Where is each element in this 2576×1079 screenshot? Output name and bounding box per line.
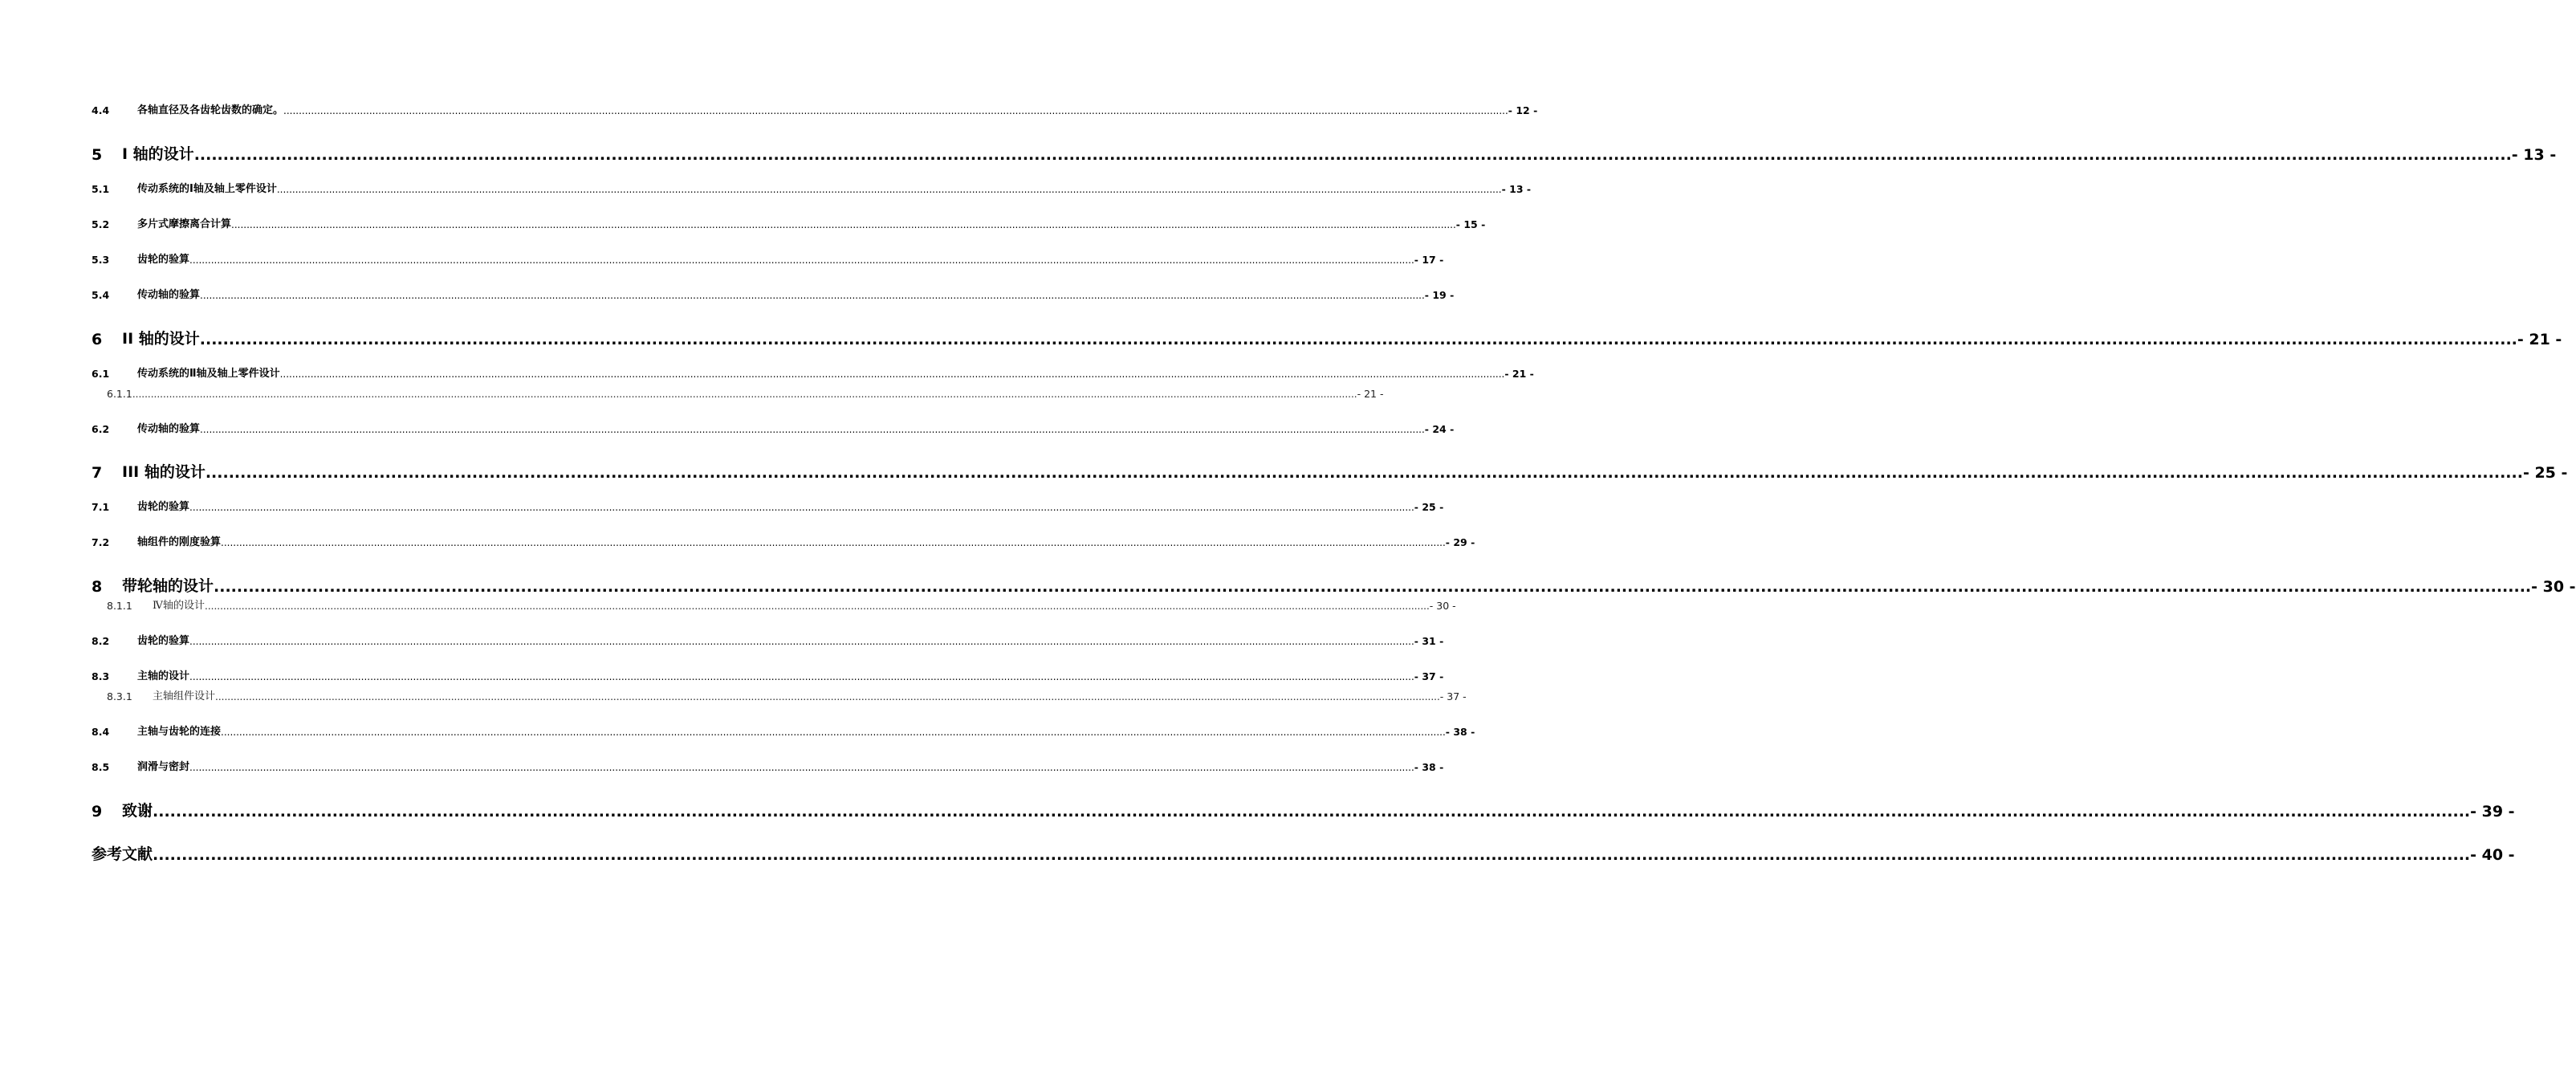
toc-page-number: - 30 - — [2531, 578, 2576, 596]
toc-page-number: - 21 - — [2517, 331, 2562, 348]
toc-page-number: - 39 - — [2470, 803, 2515, 820]
dot-leader: ................................................................................................................................................................................................................................................................................................................................................................................................................ — [132, 389, 1357, 400]
dot-leader: ................................................................................................................................................................................................................................................................................................................................................................................................................ — [199, 331, 2517, 348]
toc-title: 主轴组件设计 — [153, 690, 216, 702]
toc-number: 7 — [92, 464, 103, 482]
toc-title: II 轴的设计 — [122, 330, 200, 348]
toc-page-number: - 21 - — [1504, 368, 1534, 380]
toc-page-number: - 25 - — [2522, 464, 2568, 482]
toc-page-number: - 19 - — [1424, 289, 1455, 301]
toc-page-number: - 24 - — [1424, 423, 1455, 435]
toc-entry-8-3-1[interactable] — [107, 688, 1467, 702]
toc-entry-6[interactable] — [92, 328, 2562, 348]
toc-title: 主轴与齿轮的连接 — [137, 726, 222, 738]
toc-number: 5.4 — [92, 289, 110, 301]
toc-page-number: - 30 - — [1429, 600, 1456, 612]
toc-entry-8[interactable] — [92, 575, 2576, 596]
toc-page-number: - 37 - — [1414, 670, 1444, 682]
toc-entry-7-1[interactable] — [92, 499, 1444, 513]
toc-title: I 轴的设计 — [122, 145, 194, 163]
toc-title: 齿轮的验算 — [137, 635, 190, 647]
toc-title: 润滑与密封 — [137, 761, 190, 773]
toc-number: 6.1 — [92, 368, 110, 380]
dot-leader: ................................................................................................................................................................................................................................................................................................................................................................................................................ — [189, 502, 1414, 513]
dot-leader: ................................................................................................................................................................................................................................................................................................................................................................................................................ — [200, 290, 1425, 301]
toc-number: 6 — [92, 331, 103, 348]
toc-page-number: - 25 - — [1414, 501, 1444, 513]
toc-entry-7[interactable] — [92, 461, 2568, 482]
toc-entry-5[interactable] — [92, 143, 2557, 164]
toc-entry-5-4[interactable] — [92, 287, 1455, 301]
toc-page-number: - 12 - — [1508, 104, 1538, 116]
dot-leader: ................................................................................................................................................................................................................................................................................................................................................................................................................ — [221, 537, 1446, 548]
toc-page-number: - 15 - — [1455, 218, 1486, 230]
dot-leader: ................................................................................................................................................................................................................................................................................................................................................................................................................ — [189, 762, 1414, 773]
toc-entry-5-1[interactable] — [92, 181, 1532, 195]
toc-title: 传动轴的验算 — [137, 289, 201, 301]
dot-leader: ................................................................................................................................................................................................................................................................................................................................................................................................................ — [283, 105, 1508, 116]
toc-number: 7.1 — [92, 501, 110, 513]
toc-title: 各轴直径及各齿轮齿数的确定。 — [137, 104, 284, 116]
toc-number: 5.3 — [92, 254, 110, 266]
toc-title: 传动轴的验算 — [137, 423, 201, 435]
toc-page-number: - 37 - — [1439, 690, 1467, 702]
toc-entry-4-4[interactable] — [92, 102, 1538, 116]
toc-number: 6.1.1 — [107, 388, 132, 400]
dot-leader: ................................................................................................................................................................................................................................................................................................................................................................................................................ — [231, 219, 1456, 230]
dot-leader: ................................................................................................................................................................................................................................................................................................................................................................................................................ — [221, 727, 1446, 738]
dot-leader: ................................................................................................................................................................................................................................................................................................................................................................................................................ — [215, 691, 1440, 702]
toc-number: 8.1.1 — [107, 600, 132, 612]
dot-leader: ................................................................................................................................................................................................................................................................................................................................................................................................................ — [214, 578, 2532, 596]
toc-number: 8 — [92, 578, 103, 596]
toc-number: 9 — [92, 803, 103, 820]
dot-leader: ................................................................................................................................................................................................................................................................................................................................................................................................................ — [193, 146, 2512, 164]
dot-leader: ................................................................................................................................................................................................................................................................................................................................................................................................................ — [279, 368, 1505, 380]
toc-title: 带轮轴的设计 — [122, 577, 214, 595]
toc-title: 齿轮的验算 — [137, 501, 190, 513]
toc-title: 齿轮的验算 — [137, 254, 190, 266]
dot-leader: ................................................................................................................................................................................................................................................................................................................................................................................................................ — [189, 671, 1414, 682]
dot-leader: ................................................................................................................................................................................................................................................................................................................................................................................................................ — [153, 803, 2471, 820]
toc-page-number: - 38 - — [1414, 761, 1444, 773]
toc-number: 8.3 — [92, 670, 110, 682]
toc-title: 传动系统的Ⅰ轴及轴上零件设计 — [137, 183, 277, 195]
toc-number: 7.2 — [92, 536, 110, 548]
toc-number: 8.2 — [92, 635, 110, 647]
toc-entry-references[interactable] — [92, 843, 2515, 864]
toc-title: 主轴的设计 — [137, 670, 190, 682]
toc-entry-8-5[interactable] — [92, 759, 1444, 773]
dot-leader: ................................................................................................................................................................................................................................................................................................................................................................................................................ — [153, 846, 2471, 864]
toc-number: 5.2 — [92, 218, 110, 230]
toc-page-number: - 29 - — [1445, 536, 1475, 548]
toc-page-number: - 31 - — [1414, 635, 1444, 647]
toc-number: 4.4 — [92, 104, 110, 116]
toc-title: 传动系统的Ⅱ轴及轴上零件设计 — [137, 368, 280, 380]
toc-page-number: - 21 - — [1357, 388, 1384, 400]
toc-entry-6-2[interactable] — [92, 421, 1455, 435]
dot-leader: ................................................................................................................................................................................................................................................................................................................................................................................................................ — [205, 464, 2523, 482]
dot-leader: ................................................................................................................................................................................................................................................................................................................................................................................................................ — [276, 184, 1502, 195]
toc-title: 轴组件的刚度验算 — [137, 536, 222, 548]
toc-entry-9[interactable] — [92, 800, 2515, 820]
toc-number: 6.2 — [92, 423, 110, 435]
toc-title: 参考文献 — [92, 845, 153, 863]
toc-number: 8.3.1 — [107, 690, 132, 702]
dot-leader: ................................................................................................................................................................................................................................................................................................................................................................................................................ — [189, 254, 1414, 266]
dot-leader: ................................................................................................................................................................................................................................................................................................................................................................................................................ — [189, 636, 1414, 647]
toc-page-number: - 13 - — [2511, 146, 2557, 164]
dot-leader: ................................................................................................................................................................................................................................................................................................................................................................................................................ — [205, 601, 1430, 612]
toc-title: Ⅳ轴的设计 — [153, 600, 205, 612]
toc-page-number: - 13 - — [1501, 183, 1532, 195]
dot-leader: ................................................................................................................................................................................................................................................................................................................................................................................................................ — [200, 424, 1425, 435]
toc-entry-8-1-1[interactable] — [107, 597, 1456, 612]
toc-entry-6-1[interactable] — [92, 365, 1534, 380]
toc-number: 8.5 — [92, 761, 110, 773]
toc-entry-5-3[interactable] — [92, 251, 1444, 266]
toc-number: 5 — [92, 146, 103, 164]
toc-entry-8-3[interactable] — [92, 668, 1444, 682]
toc-page-number: - 17 - — [1414, 254, 1444, 266]
toc-entry-8-4[interactable] — [92, 723, 1475, 738]
toc-number: 5.1 — [92, 183, 110, 195]
toc-title: 多片式摩擦离合计算 — [137, 218, 232, 230]
toc-page-number: - 40 - — [2470, 846, 2515, 864]
toc-page-number: - 38 - — [1445, 726, 1475, 738]
toc-entry-8-2[interactable] — [92, 633, 1444, 647]
toc-title: 致谢 — [122, 802, 153, 820]
toc-entry-6-1-1[interactable] — [107, 385, 1384, 400]
toc-entry-5-2[interactable] — [92, 216, 1486, 230]
toc-number: 8.4 — [92, 726, 110, 738]
toc-title: III 轴的设计 — [122, 463, 206, 481]
toc-entry-7-2[interactable] — [92, 534, 1475, 548]
